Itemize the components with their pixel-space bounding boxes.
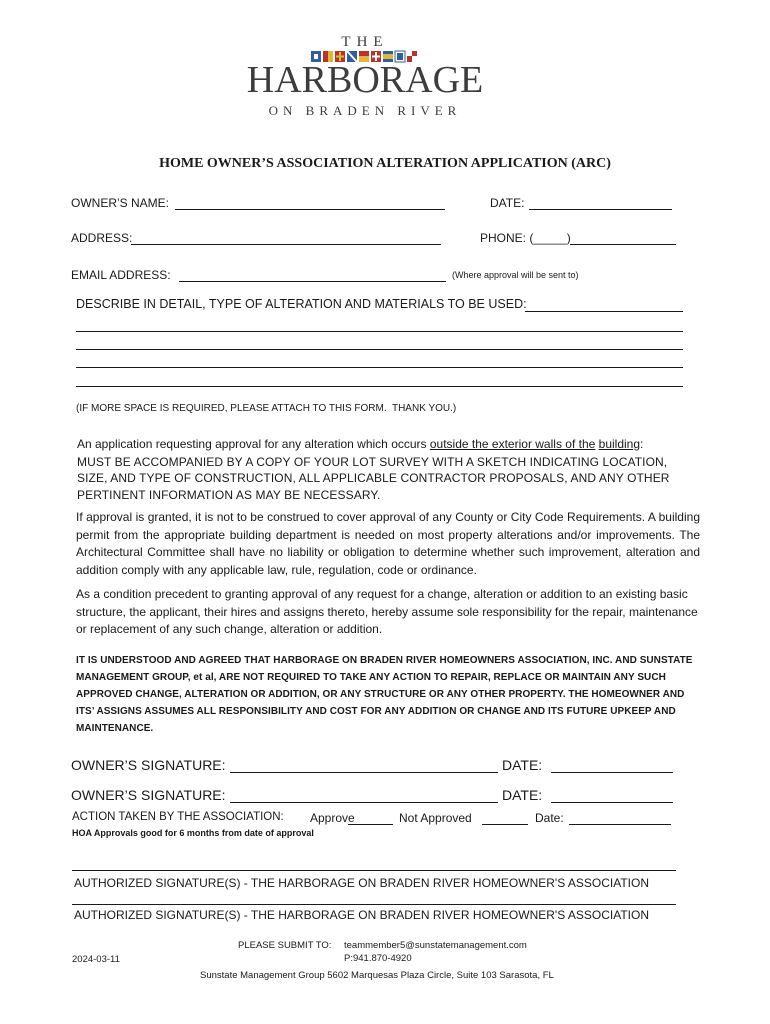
submit-phone: P:941.870-4920	[344, 953, 412, 964]
signature-date-field-2[interactable]	[551, 788, 673, 803]
email-note: (Where approval will be sent to)	[452, 270, 579, 280]
signature-date-field-1[interactable]	[551, 758, 673, 773]
paragraph1-lead: An application requesting approval for any alteration which occurs	[77, 437, 430, 451]
owner-signature-label-1: OWNER’S SIGNATURE:	[71, 757, 226, 773]
authorized-signature-line-1[interactable]	[72, 870, 676, 871]
owners-name-field[interactable]	[175, 197, 445, 210]
signature-date-label-1: DATE:	[502, 757, 543, 773]
logo-the: THE	[341, 34, 389, 50]
liability-disclaimer: IT IS UNDERSTOOD AND AGREED THAT HARBORAGE ON BRADEN RIVER HOMEOWNERS ASSOCIATION, INC. AND SUNSTATE MANAGEMENT GROUP, et al, ARE NOT REQUIRED TO TAKE ANY ACTION TO REPAIR, REPLACE OR MAINTAIN ANY SUCH APPROVED CHANGE, ALTERATION OR ADDITION, OR ANY STRUCTURE OR ANY OTHER PROPERTY. THE HOMEOWNER AND ITS’ ASSIGNS ASSUMES ALL RESPONSIBILITY AND COST FOR ANY ADDITION OR CHANGE AND ITS FUTURE UPKEEP AND MAINTENANCE.	[76, 655, 693, 734]
phone-label: PHONE: (_____)	[480, 231, 571, 245]
footer-date: 2024-03-11	[72, 954, 120, 965]
describe-label: DESCRIBE IN DETAIL, TYPE OF ALTERATION AND MATERIALS TO BE USED:	[76, 297, 527, 311]
describe-line-2[interactable]	[76, 349, 683, 350]
approve-field[interactable]	[348, 812, 393, 825]
logo-name: HARBORAGE	[246, 59, 484, 101]
owners-name-label: OWNER’S NAME:	[71, 196, 170, 210]
email-label: EMAIL ADDRESS:	[71, 268, 171, 282]
owner-signature-field-1[interactable]	[230, 758, 498, 773]
paragraph1-underlined1: outside the exterior walls of the	[429, 437, 596, 451]
signature-date-label-2: DATE:	[502, 787, 543, 803]
phone-field[interactable]	[570, 232, 676, 245]
condition-paragraph: As a condition precedent to granting approval of any request for a change, alteration or addition to an existing basic structure, the applicant, their hires and assigns thereto, hereby assume sole responsibility for the repair, maintenance or replacement of any such change, alteration or addition.	[76, 587, 698, 636]
authorized-signature-label-2: AUTHORIZED SIGNATURE(S) - THE HARBORAGE ON BRADEN RIVER HOMEOWNER'S ASSOCIATION	[74, 908, 650, 922]
paragraph1-underlined2: building	[598, 437, 641, 451]
paragraph1-caps: MUST BE ACCOMPANIED BY A COPY OF YOUR LOT SURVEY WITH A SKETCH INDICATING LOCATION, SIZE, AND TYPE OF CONSTRUCTION, ALL APPLICABLE CONTRACTOR PROPOSALS, AND ANY OTHER PERTINENT INFORMATION AS MAY BE NECESSARY.	[77, 454, 670, 502]
not-approved-field[interactable]	[482, 812, 528, 825]
describe-line-3[interactable]	[76, 367, 683, 368]
not-approved-label: Not Approved	[399, 811, 472, 825]
survey-requirement-paragraph: An application requesting approval for any alteration which occurs outside the exterior walls of the building: MUST BE ACCOMPANIED BY A COPY OF YOUR LOT SURVEY WITH A SKETCH INDICATING LOCATION, SIZE, AND TYPE OF CONSTRUCTION, ALL APPLICABLE CONTRACTOR PROPOSALS, AND ANY OTHER PERTINENT INFORMATION AS MAY BE NECESSARY.	[77, 436, 695, 503]
date-label: DATE:	[490, 196, 525, 210]
logo-subtitle: ON BRADEN RIVER	[268, 103, 462, 118]
describe-first-line[interactable]	[525, 299, 683, 312]
more-space-note: (IF MORE SPACE IS REQUIRED, PLEASE ATTACH TO THIS FORM. THANK YOU.)	[76, 403, 457, 414]
owner-signature-field-2[interactable]	[230, 788, 498, 803]
logo	[240, 34, 490, 124]
describe-line-4[interactable]	[76, 386, 683, 387]
authorized-signature-label-1: AUTHORIZED SIGNATURE(S) - THE HARBORAGE ON BRADEN RIVER HOMEOWNER'S ASSOCIATION	[74, 876, 650, 890]
address-field[interactable]	[131, 232, 441, 245]
date-field[interactable]	[529, 197, 672, 210]
authorized-signature-line-2[interactable]	[72, 904, 676, 905]
approve-label: Approve	[310, 811, 355, 825]
email-field[interactable]	[179, 269, 446, 282]
owner-signature-label-2: OWNER’S SIGNATURE:	[71, 787, 226, 803]
submit-email[interactable]: teammember5@sunstatemanagement.com	[344, 940, 527, 951]
submit-label: PLEASE SUBMIT TO:	[238, 940, 332, 951]
form-title: HOME OWNER’S ASSOCIATION ALTERATION APPLICATION (ARC)	[159, 156, 611, 171]
action-date-label: Date:	[535, 811, 564, 825]
approval-validity-note: HOA Approvals good for 6 months from date of approval	[72, 828, 314, 838]
approval-disclaimer-paragraph: If approval is granted, it is not to be construed to cover approval of any County or City Code Requirements. A building permit from the appropriate building department is needed on most property alterations and/or improvements. The Architectural Committee shall have no liability or obligation to determine whether such improvement, alteration and addition comply with any applicable law, rule, regulation, code or ordinance.	[76, 510, 700, 577]
footer-address: Sunstate Management Group 5602 Marquesas Plaza Circle, Suite 103 Sarasota, FL	[200, 970, 554, 981]
action-date-field[interactable]	[569, 812, 671, 825]
describe-line-1[interactable]	[76, 331, 683, 332]
address-label: ADDRESS:	[71, 231, 133, 245]
action-taken-label: ACTION TAKEN BY THE ASSOCIATION:	[72, 811, 284, 823]
